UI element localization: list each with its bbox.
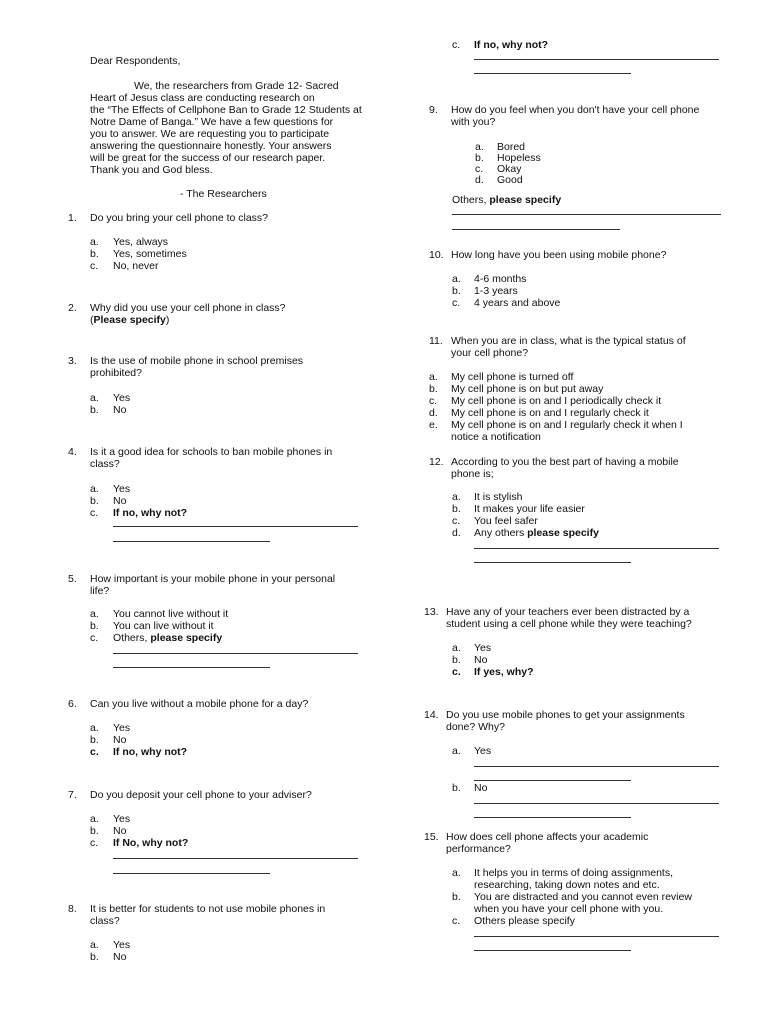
answer-line[interactable] xyxy=(474,817,631,818)
letter-line: you to answer. We are requesting you to participate xyxy=(90,128,330,140)
answer-line[interactable] xyxy=(113,858,358,859)
option-continuation: notice a notification xyxy=(451,431,541,443)
answer-line[interactable] xyxy=(474,803,719,804)
answer-line[interactable] xyxy=(474,73,631,74)
answer-line[interactable] xyxy=(474,950,631,951)
question-12: 12. According to you the best part of having a mobile phone is; xyxy=(429,456,679,480)
answer-line[interactable] xyxy=(113,526,358,527)
answer-line[interactable] xyxy=(474,59,719,60)
answer-line[interactable] xyxy=(113,667,270,668)
answer-line[interactable] xyxy=(474,562,631,563)
question-11: 11. When you are in class, what is the typical status of your cell phone? xyxy=(429,335,686,359)
letter-line: Heart of Jesus class are conducting research on xyxy=(90,92,315,104)
letter-line: the “The Effects of Cellphone Ban to Grade 12 Students at xyxy=(90,104,362,116)
question-4: 4. Is it a good idea for schools to ban mobile phones in class? xyxy=(68,446,333,470)
question-15: 15. How does cell phone affects your academic performance? xyxy=(424,831,649,855)
greeting: Dear Respondents, xyxy=(90,55,181,67)
others-specify: Others, please specify xyxy=(452,194,562,206)
option-continuation: when you have your cell phone with you. xyxy=(474,903,664,915)
question-9: 9. How do you feel when you don't have your cell phone with you? xyxy=(429,104,700,128)
answer-line[interactable] xyxy=(113,541,270,542)
answer-line[interactable] xyxy=(113,873,270,874)
answer-line[interactable] xyxy=(474,936,719,937)
letter-line: We, the researchers from Grade 12- Sacred xyxy=(134,80,339,92)
answer-line[interactable] xyxy=(452,214,721,215)
answer-line[interactable] xyxy=(474,548,719,549)
question-10: 10. How long have you been using mobile phone? xyxy=(429,249,667,261)
letter-line: Thank you and God bless. xyxy=(90,164,213,176)
answer-line[interactable] xyxy=(474,766,719,767)
question-1 xyxy=(68,212,368,224)
question-2: 2. Why did you use your cell phone in class? (Please specify) xyxy=(68,302,286,326)
letter-line: Notre Dame of Banga.” We have a few questions for xyxy=(90,116,334,128)
answer-line[interactable] xyxy=(113,653,358,654)
question-13: 13. Have any of your teachers ever been distracted by a student using a cell phone while they were teaching? xyxy=(424,606,692,630)
question-6: 6. Can you live without a mobile phone for a day? xyxy=(68,698,309,710)
answer-line[interactable] xyxy=(474,780,631,781)
question-14: 14. Do you use mobile phones to get your assignments done? Why? xyxy=(424,709,685,733)
question-number: 1. xyxy=(68,212,77,224)
questionnaire-page: Dear Respondents, We, the researchers from Grade 12- Sacred Heart of Jesus class are conducting research on the “The Effects of Cellphone Ban to Grade 12 Students at Notre Dame of Banga.” We have a few questions for you to answer. We are requesting you to participate answering the questionnaire honestly. Your answers will be great for the success of our research paper. Thank you and God bless. - The Researchers 1. Do you bring your cell phone to class? a. Yes, always b. Yes, sometimes c. No, never 2. Why did you use your cell phone in class? (Please specify) 3. Is the use of mobile phone in school premises prohibited? a. Yes b. No 4. Is it a good idea for schools to ban mobile phones in class? a. Yes b. No c. If no, why not? 5. How important is your mobile phone in your personal life? a. You cannot live without it b. You can live without it c. Others, please specify 6. Can you live without a mobile phone for a day? a. Yes b. No c. If no, why not? 7. Do you deposit your cell phone to your adviser? a. Yes b. No c. If No, why not? 8. It is better for students to not use mobile phones in class? a. Yes b. No c. If no, why not? 9. How do you feel when you don't have your cell phone with you? a. Bored b. Hopeless c. Okay d. Good Others, please specify 10. How long have you been using mobile phone? a. 4-6 months b. 1-3 years c. 4 years and above 11. When you are in class, what is the typical status of your cell phone? a. My cell phone is turned off b. My cell phone is on but put away c. My cell phone is on and I periodically check it d. My cell phone is on and I regularly check it e. My cell phone is on and I regularly check it when I notice a notification 12. According to you the best part of having a mobile phone is; a. It is stylish b. It makes your life easier c. You feel safer d. Any others please specify 13. Have any of your teachers ever been distracted by a student using a cell phone while they were teaching? a. Yes b. No c. If yes, why? 14. Do you use mobile phones to get your assignments done? Why? a. Yes b. No 15. How does cell phone affects your academic performance? a. It helps you in terms of doing assignments, researching, taking down notes and etc. b. You are distracted and you cannot even review when you have your cell phone with you. c. Others please specify xyxy=(0,0,768,1024)
answer-line[interactable] xyxy=(452,229,620,230)
question-8: 8. It is better for students to not use mobile phones in class? xyxy=(68,903,326,927)
question-7: 7. Do you deposit your cell phone to your adviser? xyxy=(68,789,312,801)
option-continuation: researching, taking down notes and etc. xyxy=(474,879,660,891)
question-3: 3. Is the use of mobile phone in school premises prohibited? xyxy=(68,355,304,379)
question-text: Do you bring your cell phone to class? xyxy=(90,212,269,224)
letter-line: will be great for the success of our research paper. xyxy=(90,152,326,164)
letter-line: answering the questionnaire honestly. Your answers xyxy=(90,140,332,152)
signature: - The Researchers xyxy=(180,188,267,200)
question-5: 5. How important is your mobile phone in your personal life? xyxy=(68,573,336,597)
